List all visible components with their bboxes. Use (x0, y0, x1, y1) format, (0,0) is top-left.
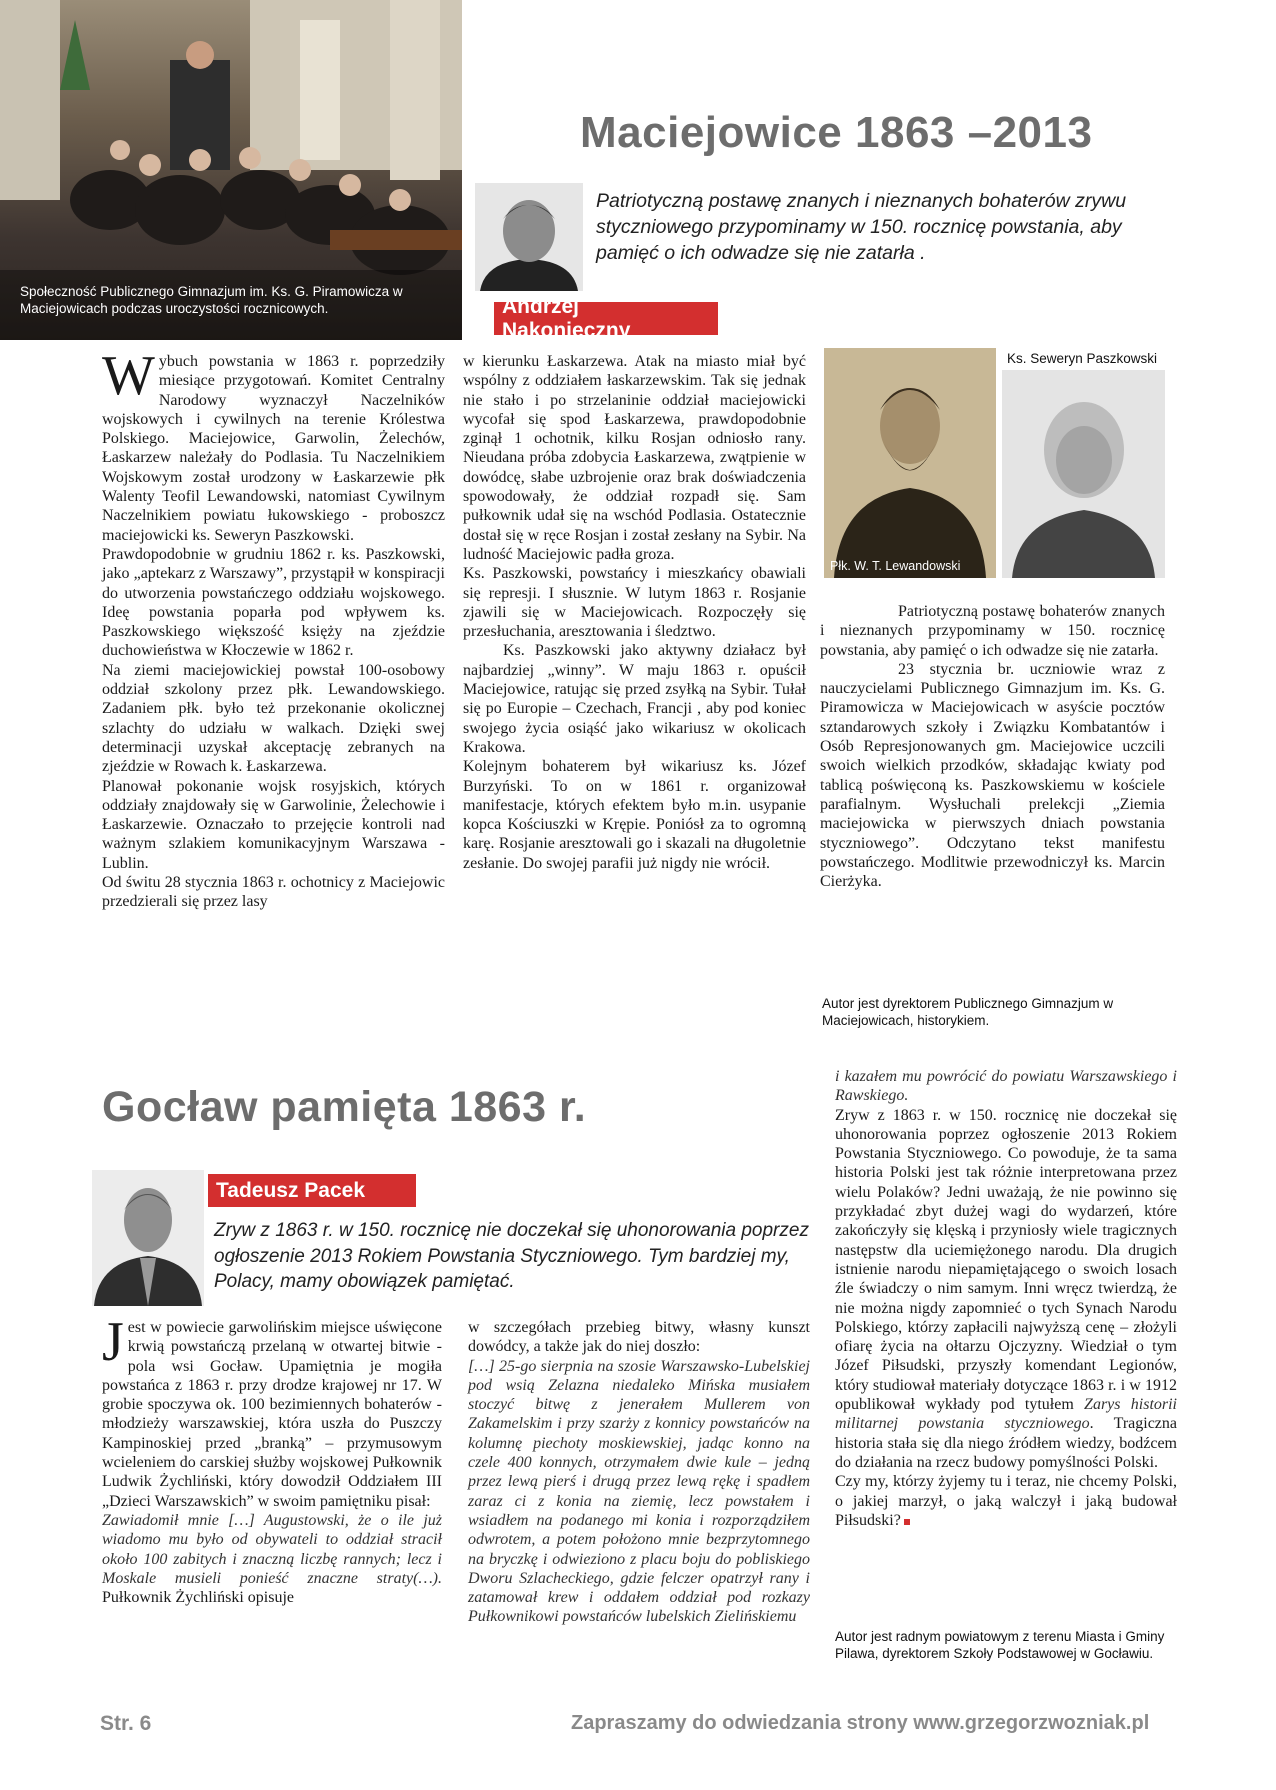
quote: Zawiadomił mnie […] Augustowski, że o ile już wiadomo mu było od obywateli to oddział stracił około 100 zabitych i znaczną liczbę rannych; lecz i Moskale musieli ponieść znaczne straty(…). (102, 1511, 442, 1587)
quote: […] 25-go sierpnia na szosie Warszawsko-Lubelskiej pod wsią Zelazna niedaleko Mińska musiałem stoczyć bitwę z jenerałem Mullerem von Zakamelskim i przy szarży z konnicy powstańców na kolumnę piechoty moskiewskiej, jadąc konno na czele 400 konnych, otrzymałem dwie kule – jedną przez lewą pierś i drugą przez lewą rękę i spadłem zaraz ci z konia na ziemię, lecz powstałem i wsiadłem na podanego mi konia i rozporządziłem odwrotem, a potem położono mnie bezprzytomnego na bryczkę i odwieziono z placu boju do pobliskiego Dworu Szlacheckiego, gdzie felczer opatrzył rany i zatamował krew i oddałem oddział pod rozkazy Pułkownikowi powstańców lubelskich Zielińskiemu (468, 1357, 810, 1626)
article1-column1: Wybuch powstania w 1863 r. poprzedziły miesiące przygotowań. Komitet Centralny Narodowy wyznaczył Naczelników wojskowych i cywilnych na terenie Królestwa Polskiego. Maciejowice, Garwolin, Żelechów, Łaskarzew należały do Podlasia. Tu Naczelnikiem Wojskowym został urodzony w Łaskarzewie płk Walenty Teofil Lewandowski, natomiast Cywilnym Naczelnikiem powiatu łukowskiego - proboszcz maciejowicki ks. Seweryn Paszkowski. Prawdopodobnie w grudniu 1862 r. ks. Paszkowski, jako „aptekarz z Warszawy”, przystąpił w konspiracji do utworzenia powstańczego oddziału wojskowego. Ideę powstania poparła pod wpływem ks. Paszkowskiego większość księży na zjeździe duchowieństwa w Kłoczewie w 1862 r. Na ziemi maciejowickiej powstał 100-osobowy oddział szkolony przez płk. Lewandowskiego. Zadaniem płk. było też przekonanie okolicznej szlachty do udziału w walkach. Dzięki swej determinacji uzyskał akceptację zebranych na zjeździe w Rowach k. Łaskarzewa. Planował pokonanie wojsk rosyjskich, których oddziały znajdowały się w Garwolinie, Żelechowie i Łaskarzewie. Oznaczało to przejęcie kontroli nad ważnym szlakiem komunikacyjnym Warszawa -Lublin. Od świtu 28 stycznia 1863 r. ochotnicy z Maciejowic przedzierali się przez lasy (102, 345, 445, 911)
page-number: Str. 6 (100, 1712, 152, 1735)
paragraph: Od świtu 28 stycznia 1863 r. ochotnicy z Maciejowic przedzierali się przez lasy (102, 874, 445, 911)
paragraph: Ks. Paszkowski, powstańcy i mieszkańcy obawiali się represji. I słusznie. W lutym 1863 r. Rosjanie zjawili się w Maciejowicach. Rozpoczęły się przesłuchania, aresztowania i śledztwo. (463, 565, 806, 641)
article2-column1: Jest w powiecie garwolińskim miejsce uświęcone krwią powstańczą przelaną w otwartej bitwie - pola wsi Gocław. Upamiętnia je mogiła powstańca z 1863 r. przy drodze krajowej nr 17. W grobie spoczywa ok. 100 bezimiennych bohaterów - młodzieży warszawskiej, która uszła do Puszczy Kampinoskiej przed „branką” – przymusowym wcieleniem do carskiej służby wojskowej Pułkownik Ludwik Żychliński, który dowodził Oddziałem III „Dzieci Warszawskich” w swoim pamiętniku pisał: Zawiadomił mnie […] Augustowski, że o ile już wiadomo mu było od obywateli to oddział stracił około 100 zabitych i znaczną liczbę rannych; lecz i Moskale musieli ponieść znaczne straty(…). Pułkownik Żychliński opisuje (102, 1311, 442, 1607)
portrait-lewandowski (824, 348, 996, 578)
paragraph: Ks. Paszkowski jako aktywny działacz był najbardziej „winny”. W maju 1863 r. opuścił Maciejowice, ratując się przed zsyłką na Sybir. Tułał się po Europie – Czechach, Francji , aby pod koniec swojego życia osiąść jako wikariusz w okolicach Krakowa. (463, 642, 806, 756)
church-photo (0, 0, 462, 340)
portrait1-caption: Płk. W. T. Lewandowski (830, 559, 961, 573)
drop-cap: J (102, 1311, 124, 1373)
article2-title: Gocław pamięta 1863 r. (102, 1083, 587, 1131)
quote: i kazałem mu powrócić do powiatu Warszawskiego i Rawskiego. (835, 1068, 1177, 1105)
article1-title: Maciejowice 1863 –2013 (580, 108, 1093, 157)
paragraph: w kierunku Łaskarzewa. Atak na miasto miał być wspólny z oddziałem łaskarzewskim. Tak się jednak nie stało i po strzelaninie oddział maciejowicki wycofał się spod Łaskarzewa, prawdopodobnie zginął 1 ochotnik, kilku Rosjan odniosło rany. Nieudana próba zdobycia Łaskarzewa, zwątpienie w dowódcę, słabe uzbrojenie oraz brak doświadczenia spowodowały, że oddział rozpadł się. Sam pułkownik udał się na wschód Podlasia. Ostatecznie dostał się w ręce Rosjan i został zesłany na Sybir. Na ludność Maciejowic padła groza. (463, 353, 806, 563)
website-promo: Zapraszamy do odwiedzania strony www.grzegorzwozniak.pl (571, 1712, 1150, 1734)
author2-portrait (92, 1170, 204, 1306)
portrait-paszkowski (1002, 370, 1165, 578)
article1-author-note: Autor jest dyrektorem Publicznego Gimnazjum w Maciejowicach, historykiem. (822, 996, 1114, 1028)
paragraph: 23 stycznia br. uczniowie wraz z nauczycielami Publicznego Gimnazjum im. Ks. G. Piramowicza w Maciejowicach w asyście pocztów sztandarowych szkoły i Związku Kombatantów i Osób Represjonowanych gm. Maciejowice uczcili swoich wielkich przodków, składając kwiaty pod tablicą poświęconą ks. Paszkowskiemu w kościele parafialnym. Wysłuchali prelekcji „Ziemia maciejowicka w pierwszych dniach powstania styczniowego”. Odczytano tekst manifestu powstańczego. Modlitwie przewodniczył ks. Marcin Cierżyka. (820, 660, 1165, 891)
article1-column2 (463, 352, 806, 873)
article1-column3 (820, 602, 1165, 891)
paragraph: Patriotyczną postawę bohaterów znanych i nieznanych przypominamy w 150. rocznicę powstania, aby pamięć o ich odwadze się nie zatarła. (820, 603, 1165, 659)
paragraph: Kolejnym bohaterem był wikariusz ks. Józef Burzyński. To on w 1861 r. organizował manifestacje, których efektem było m.in. usypanie kopca Kościuszki w Krępie. Poniósł za to ogromną karę. Rosjanie aresztowali go i skazali na długoletnie zesłanie. Do swojej parafii już nigdy nie wrócił. (463, 758, 806, 872)
article2-lead: Zryw z 1863 r. w 150. rocznicę nie doczekał się uhonorowania poprzez ogłoszenie 2013 Rokiem Powstania Styczniowego. Tym bardziej my, Polacy, mamy obowiązek pamiętać. (214, 1220, 809, 1292)
photo-caption: Społeczność Publicznego Gimnazjum im. Ks. G. Piramowicza w Maciejowicach podczas uroczystości rocznicowych. (20, 284, 403, 316)
paragraph: Prawdopodobnie w grudniu 1862 r. ks. Paszkowski, jako „aptekarz z Warszawy”, przystąpił w konspiracji do utworzenia powstańczego oddziału wojskowego. Ideę powstania poparła pod wpływem ks. Paszkowskiego większość księży na zjeździe duchowieństwa w Kłoczewie w 1862 r. (102, 545, 445, 660)
book-title: Zarys historii militarnej powstania styczniowego (835, 1396, 1177, 1433)
end-mark (904, 1519, 910, 1525)
paragraph: Planował pokonanie wojsk rosyjskich, których oddziały znajdowały się w Garwolinie, Żelechowie i Łaskarzewie. Oznaczało to przejęcie kontroli nad ważnym szlakiem komunikacyjnym Warszawa -Lublin. (102, 777, 445, 872)
author1-portrait (475, 183, 583, 291)
article2-column3: i kazałem mu powrócić do powiatu Warszawskiego i Rawskiego. Zryw z 1863 r. w 150. rocznicę nie doczekał się uhonorowania poprzez ogłoszenie 2013 Rokiem Powstania Styczniowego. Co powoduje, że ta sama historia Polski jest tak różnie interpretowana przez wielu Polaków? Jedni uważają, że nie powinno się przykładać zbyt dużej wagi do wydarzeń, które zakończyły się klęską i przyniosły wiele tragicznych następstw dla uciemiężonego narodu. Dla drugich istnienie narodu niepamiętającego o swoich losach źle świadczy o nim samym. Inni wręcz twierdzą, że nie można nigdy zapomnieć o tych Synach Narodu Polskiego, którzy zapłacili najwyższą cenę – złożyli ofiarę życia na ołtarzu Ojczyzny. Wiedział o tym Józef Piłsudski, przyszły komendant Legionów, który studiował materiały dotyczące 1863 r. i w 1912 opublikował wykłady pod tytułem Zarys historii militarnej powstania styczniowego. Tragiczna historia stała się dla niego źródłem wiedzy, bodźcem do działania na rzecz budowy pomyślności Polski. Czy my, którzy żyjemy tu i teraz, nie chcemy Polski, o jakiej marzył, o jaką walczył i jaką budował Piłsudski? (835, 1068, 1177, 1529)
article1-lead: Patriotyczną postawę znanych i nieznanych bohaterów zrywu styczniowego przypominamy w 150. rocznicę powstania, aby pamięć o ich odwadze się nie zatarła . (596, 190, 1127, 264)
article2-column2 (468, 1318, 810, 1627)
paragraph: w szczegółach przebieg bitwy, własny kunszt dowódcy, a także jak do niej doszło: (468, 1319, 810, 1356)
paragraph: Na ziemi maciejowickiej powstał 100-osobowy oddział szkolony przez płk. Lewandowskiego. Zadaniem płk. było też przekonanie okolicznej szlachty do udziału w walkach. Dzięki swej determinacji uzyskał akceptację zebranych na zjeździe w Rowach k. Łaskarzewa. (102, 661, 445, 776)
portrait2-caption: Ks. Seweryn Paszkowski (1007, 351, 1158, 366)
author1-badge: Andrzej Nakonieczny (494, 302, 718, 335)
author2-badge: Tadeusz Pacek (208, 1174, 416, 1207)
drop-cap: W (102, 345, 155, 407)
article2-author-note: Autor jest radnym powiatowym z terenu Miasta i Gminy Pilawa, dyrektorem Szkoły Podstawowej w Gocławiu. (835, 1629, 1165, 1661)
